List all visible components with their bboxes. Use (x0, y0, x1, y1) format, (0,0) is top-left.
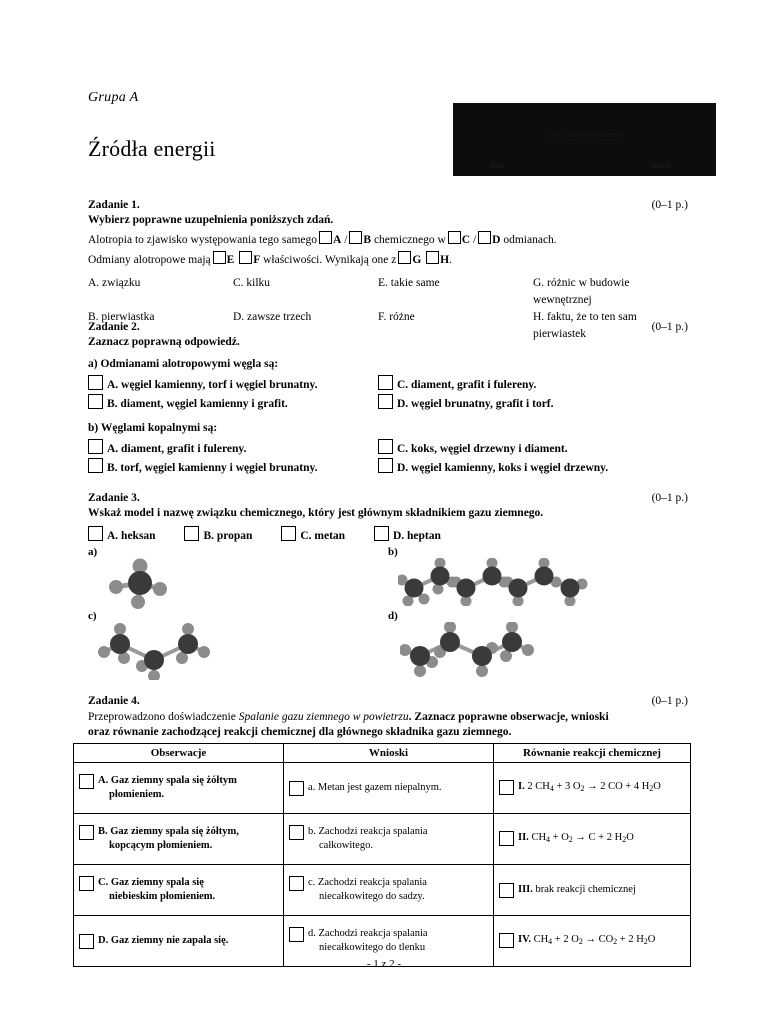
observation-a-line-2: płomieniem. (109, 789, 165, 800)
task-3-option-b: B. propan (203, 530, 253, 542)
task-3-options (88, 526, 688, 544)
figure-d-butane-model (400, 622, 540, 680)
date-label: data (489, 161, 505, 170)
task-2a-option-d-row[interactable] (378, 394, 688, 413)
task-2b-label: b) Węglami kopalnymi są: (88, 422, 218, 434)
equation-iii: III. brak reakcji chemicznej (518, 883, 636, 895)
cell-observation-a[interactable] (74, 763, 284, 814)
checkbox-2a-a[interactable] (88, 375, 103, 390)
table-row (74, 763, 691, 814)
task-1-option-e: E. takie same (378, 277, 440, 289)
checkbox-con-d[interactable] (289, 927, 304, 942)
task-4-intro-part-2: . Zaznacz poprawne obserwacje, wnioski (408, 711, 609, 723)
task-1-sentence-1 (88, 231, 688, 248)
s2-part-3: . (449, 254, 452, 266)
page-title: Źródła energii (88, 136, 216, 161)
task-1-sentence-2 (88, 251, 688, 268)
figure-d-label: d) (388, 610, 398, 622)
checkbox-eq-ii[interactable] (499, 831, 514, 846)
task-2b-options (88, 439, 688, 477)
task-1-instruction: Wybierz poprawne uzupełnienia poniższych zdań. (88, 214, 334, 226)
figure-b-label: b) (388, 546, 398, 558)
task-4-intro-part-1: Przeprowadzono doświadczenie (88, 711, 236, 723)
checkbox-obs-c[interactable] (79, 876, 94, 891)
checkbox-eq-iv[interactable] (499, 933, 514, 948)
figure-a-methane-model (98, 557, 208, 609)
task-1-option-d: D. zawsze trzech (233, 311, 312, 323)
figure-c-propane-model (98, 622, 218, 680)
task-3-points: (0–1 p.) (651, 492, 688, 504)
cell-conclusion-c[interactable] (284, 865, 494, 916)
s1-label-d: D (492, 234, 501, 246)
checkbox-obs-b[interactable] (79, 825, 94, 840)
task-2a-option-a: A. węgiel kamienny, torf i węgiel brunatny. (107, 379, 318, 391)
s1-label-c: C (461, 234, 471, 246)
observation-b-line-1: B. Gaz ziemny spala się żółtym, (98, 826, 239, 837)
checkbox-eq-iii[interactable] (499, 883, 514, 898)
task-2b-option-d: D. węgiel kamienny, koks i węgiel drzewny. (397, 462, 609, 474)
observation-d-line-1: D. Gaz ziemny nie zapala się. (98, 934, 229, 946)
column-header-equations: Równanie reakcji chemicznej (494, 744, 691, 763)
table-header-row (74, 744, 691, 763)
task-2a-option-c-row[interactable] (378, 375, 688, 394)
checkbox-con-b[interactable] (289, 825, 304, 840)
checkbox-obs-a[interactable] (79, 774, 94, 789)
checkbox-con-c[interactable] (289, 876, 304, 891)
task-2 (88, 320, 688, 477)
checkbox-1a[interactable] (319, 231, 332, 244)
task-3-instruction: Wskaż model i nazwę związku chemicznego, który jest głównym składnikiem gazu ziemnego. (88, 507, 544, 519)
task-3-number: Zadanie 3. (88, 492, 140, 504)
task-1-points: (0–1 p.) (651, 199, 688, 211)
cell-conclusion-a[interactable] (284, 763, 494, 814)
column-header-conclusions: Wnioski (284, 744, 494, 763)
equation-ii: II. $CH_4 + O_2 \to C + 2$ $H_2O$ (518, 832, 634, 844)
figure-b-heptane-model (398, 558, 598, 606)
task-1-number: Zadanie 1. (88, 199, 140, 211)
task-2a-option-b-row[interactable] (88, 394, 378, 413)
task-2b-option-b: B. torf, węgiel kamienny i węgiel brunatny. (107, 462, 318, 474)
s2-label-e: E (226, 254, 235, 266)
task-2a-option-c: C. diament, grafit i fulereny. (397, 379, 537, 391)
task-3-option-d: D. heptan (392, 530, 441, 542)
task-2b-option-a-row[interactable] (88, 439, 378, 458)
checkbox-2b-d[interactable] (378, 458, 393, 473)
checkbox-1h[interactable] (426, 251, 439, 264)
conclusion-b-line-1: b. Zachodzi reakcja spalania (308, 826, 428, 837)
s2-label-h: H (440, 254, 450, 266)
s1-part-1: Alotropia to zjawisko występowania tego samego (88, 234, 317, 246)
task-2b-option-c: C. koks, węgiel drzewny i diament. (397, 443, 568, 455)
task-2-instruction: Zaznacz poprawną odpowiedź. (88, 336, 240, 348)
task-4-heading (88, 694, 688, 708)
checkbox-1c[interactable] (448, 231, 461, 244)
checkbox-1d[interactable] (478, 231, 491, 244)
task-3-option-a: A. heksan (107, 530, 156, 542)
checkbox-2b-b[interactable] (88, 458, 103, 473)
task-2a-options (88, 375, 688, 413)
task-4-experiment-name: Spalanie gazu ziemnego w powietrzu (238, 711, 409, 723)
s1-part-2: chemicznego w (373, 234, 446, 246)
task-1-option-b: B. pierwiastka (88, 311, 155, 323)
task-4 (88, 694, 688, 740)
task-1-heading (88, 198, 688, 212)
cell-observation-b[interactable] (74, 814, 284, 865)
s1-part-3: odmianach. (503, 234, 557, 246)
task-1-option-a: A. związku (88, 277, 141, 289)
s2-part-2: właściwości. Wynikają one z (263, 254, 397, 266)
conclusion-d-line-2: niecałkowitego do tlenku (319, 942, 426, 953)
student-name-box (453, 103, 716, 176)
conclusion-b-line-2: całkowitego. (319, 840, 373, 851)
task-2-number: Zadanie 2. (88, 321, 140, 333)
task-1-option-h: H. faktu, że to ten sam pierwiastek (533, 311, 637, 340)
task-2a-option-a-row[interactable] (88, 375, 378, 394)
observation-b-line-2: kopcącym płomieniem. (109, 840, 213, 851)
task-4-table-wrap (73, 743, 691, 967)
task-3-option-c: C. metan (300, 530, 346, 542)
checkbox-con-a[interactable] (289, 781, 304, 796)
cell-equation-i[interactable] (494, 763, 691, 814)
task-3-heading (88, 491, 688, 505)
checkbox-2a-d[interactable] (378, 394, 393, 409)
checkbox-2a-b[interactable] (88, 394, 103, 409)
observation-c-line-2: niebieskim płomieniem. (109, 891, 216, 902)
task-2b-option-c-row[interactable] (378, 439, 688, 458)
cell-observation-c[interactable] (74, 865, 284, 916)
task-3 (88, 491, 688, 682)
cell-equation-iii[interactable] (494, 865, 691, 916)
checkbox-1b[interactable] (349, 231, 362, 244)
cell-equation-ii[interactable] (494, 814, 691, 865)
task-2b-option-b-row[interactable] (88, 458, 378, 477)
figure-c-label: c) (88, 610, 97, 622)
conclusion-c-line-2: niecałkowitego do sadzy. (319, 891, 425, 902)
task-2b-option-a: A. diament, grafit i fulereny. (107, 443, 247, 455)
checkbox-3d[interactable] (374, 526, 389, 541)
task-3-figure-row-1 (88, 546, 688, 608)
observation-a-line-1: A. Gaz ziemny spala się żółtym (98, 775, 237, 786)
conclusion-c-line-1: c. Zachodzi reakcja spalania (308, 877, 427, 888)
student-name-label: Imię i nazwisko ucznia (547, 130, 622, 139)
page-footer: - 1 z 2 - (366, 958, 402, 970)
checkbox-3c[interactable] (281, 526, 296, 541)
table-row (74, 865, 691, 916)
task-4-intro-line-1 (88, 710, 688, 725)
task-1-option-f: F. różne (378, 311, 415, 323)
task-3-figure-row-2 (88, 610, 688, 682)
task-1-option-g: G. różnic w budowie wewnętrznej (533, 277, 630, 306)
conclusion-a-line-1: a. Metan jest gazem niepalnym. (308, 781, 442, 793)
checkbox-obs-d[interactable] (79, 934, 94, 949)
task-2b-option-d-row[interactable] (378, 458, 688, 477)
checkbox-1g[interactable] (398, 251, 411, 264)
group-label: Grupa A (88, 90, 139, 105)
class-label: klasa (652, 161, 670, 170)
checkbox-3a[interactable] (88, 526, 103, 541)
checkbox-2b-c[interactable] (378, 439, 393, 454)
task-4-intro-line-2: oraz równanie zachodzącej reakcji chemicznej dla głównego składnika gazu ziemnego. (88, 726, 512, 738)
checkbox-1f[interactable] (239, 251, 252, 264)
column-header-observations: Obserwacje (74, 744, 284, 763)
cell-conclusion-b[interactable] (284, 814, 494, 865)
observation-c-line-1: C. Gaz ziemny spala się (98, 877, 204, 888)
task-2a-option-d: D. węgiel brunatny, grafit i torf. (397, 398, 554, 410)
task-4-table (73, 743, 691, 967)
conclusion-d-line-1: d. Zachodzi reakcja spalania (308, 928, 428, 939)
task-1-option-c: C. kilku (233, 277, 271, 289)
task-2a-label: a) Odmianami alotropowymi węgla są: (88, 358, 279, 370)
checkbox-2b-a[interactable] (88, 439, 103, 454)
task-4-points: (0–1 p.) (651, 695, 688, 707)
task-2-points: (0–1 p.) (651, 321, 688, 333)
s2-part-1: Odmiany alotropowe mają (88, 254, 211, 266)
s2-label-g: G (412, 254, 422, 266)
s1-label-b: B (363, 234, 372, 246)
s2-label-f: F (253, 254, 261, 266)
s1-slash-2: / (472, 234, 477, 246)
checkbox-1e[interactable] (213, 251, 226, 264)
checkbox-eq-i[interactable] (499, 780, 514, 795)
equation-i: I. 2 $CH_4 + 3$ $O_2 \to 2$ CO + 4 $H_2O$ (518, 781, 661, 793)
task-4-number: Zadanie 4. (88, 695, 140, 707)
checkbox-2a-c[interactable] (378, 375, 393, 390)
checkbox-3b[interactable] (184, 526, 199, 541)
s1-slash-1: / (344, 234, 348, 246)
figure-a-label: a) (88, 546, 98, 558)
table-row (74, 814, 691, 865)
task-2-heading (88, 320, 688, 334)
equation-iv: IV. $CH_4 + 2$ $O_2 \to CO_2 + 2$ $H_2O$ (518, 934, 656, 946)
task-2a-option-b: B. diament, węgiel kamienny i grafit. (107, 398, 288, 410)
s1-label-a: A (333, 234, 342, 246)
